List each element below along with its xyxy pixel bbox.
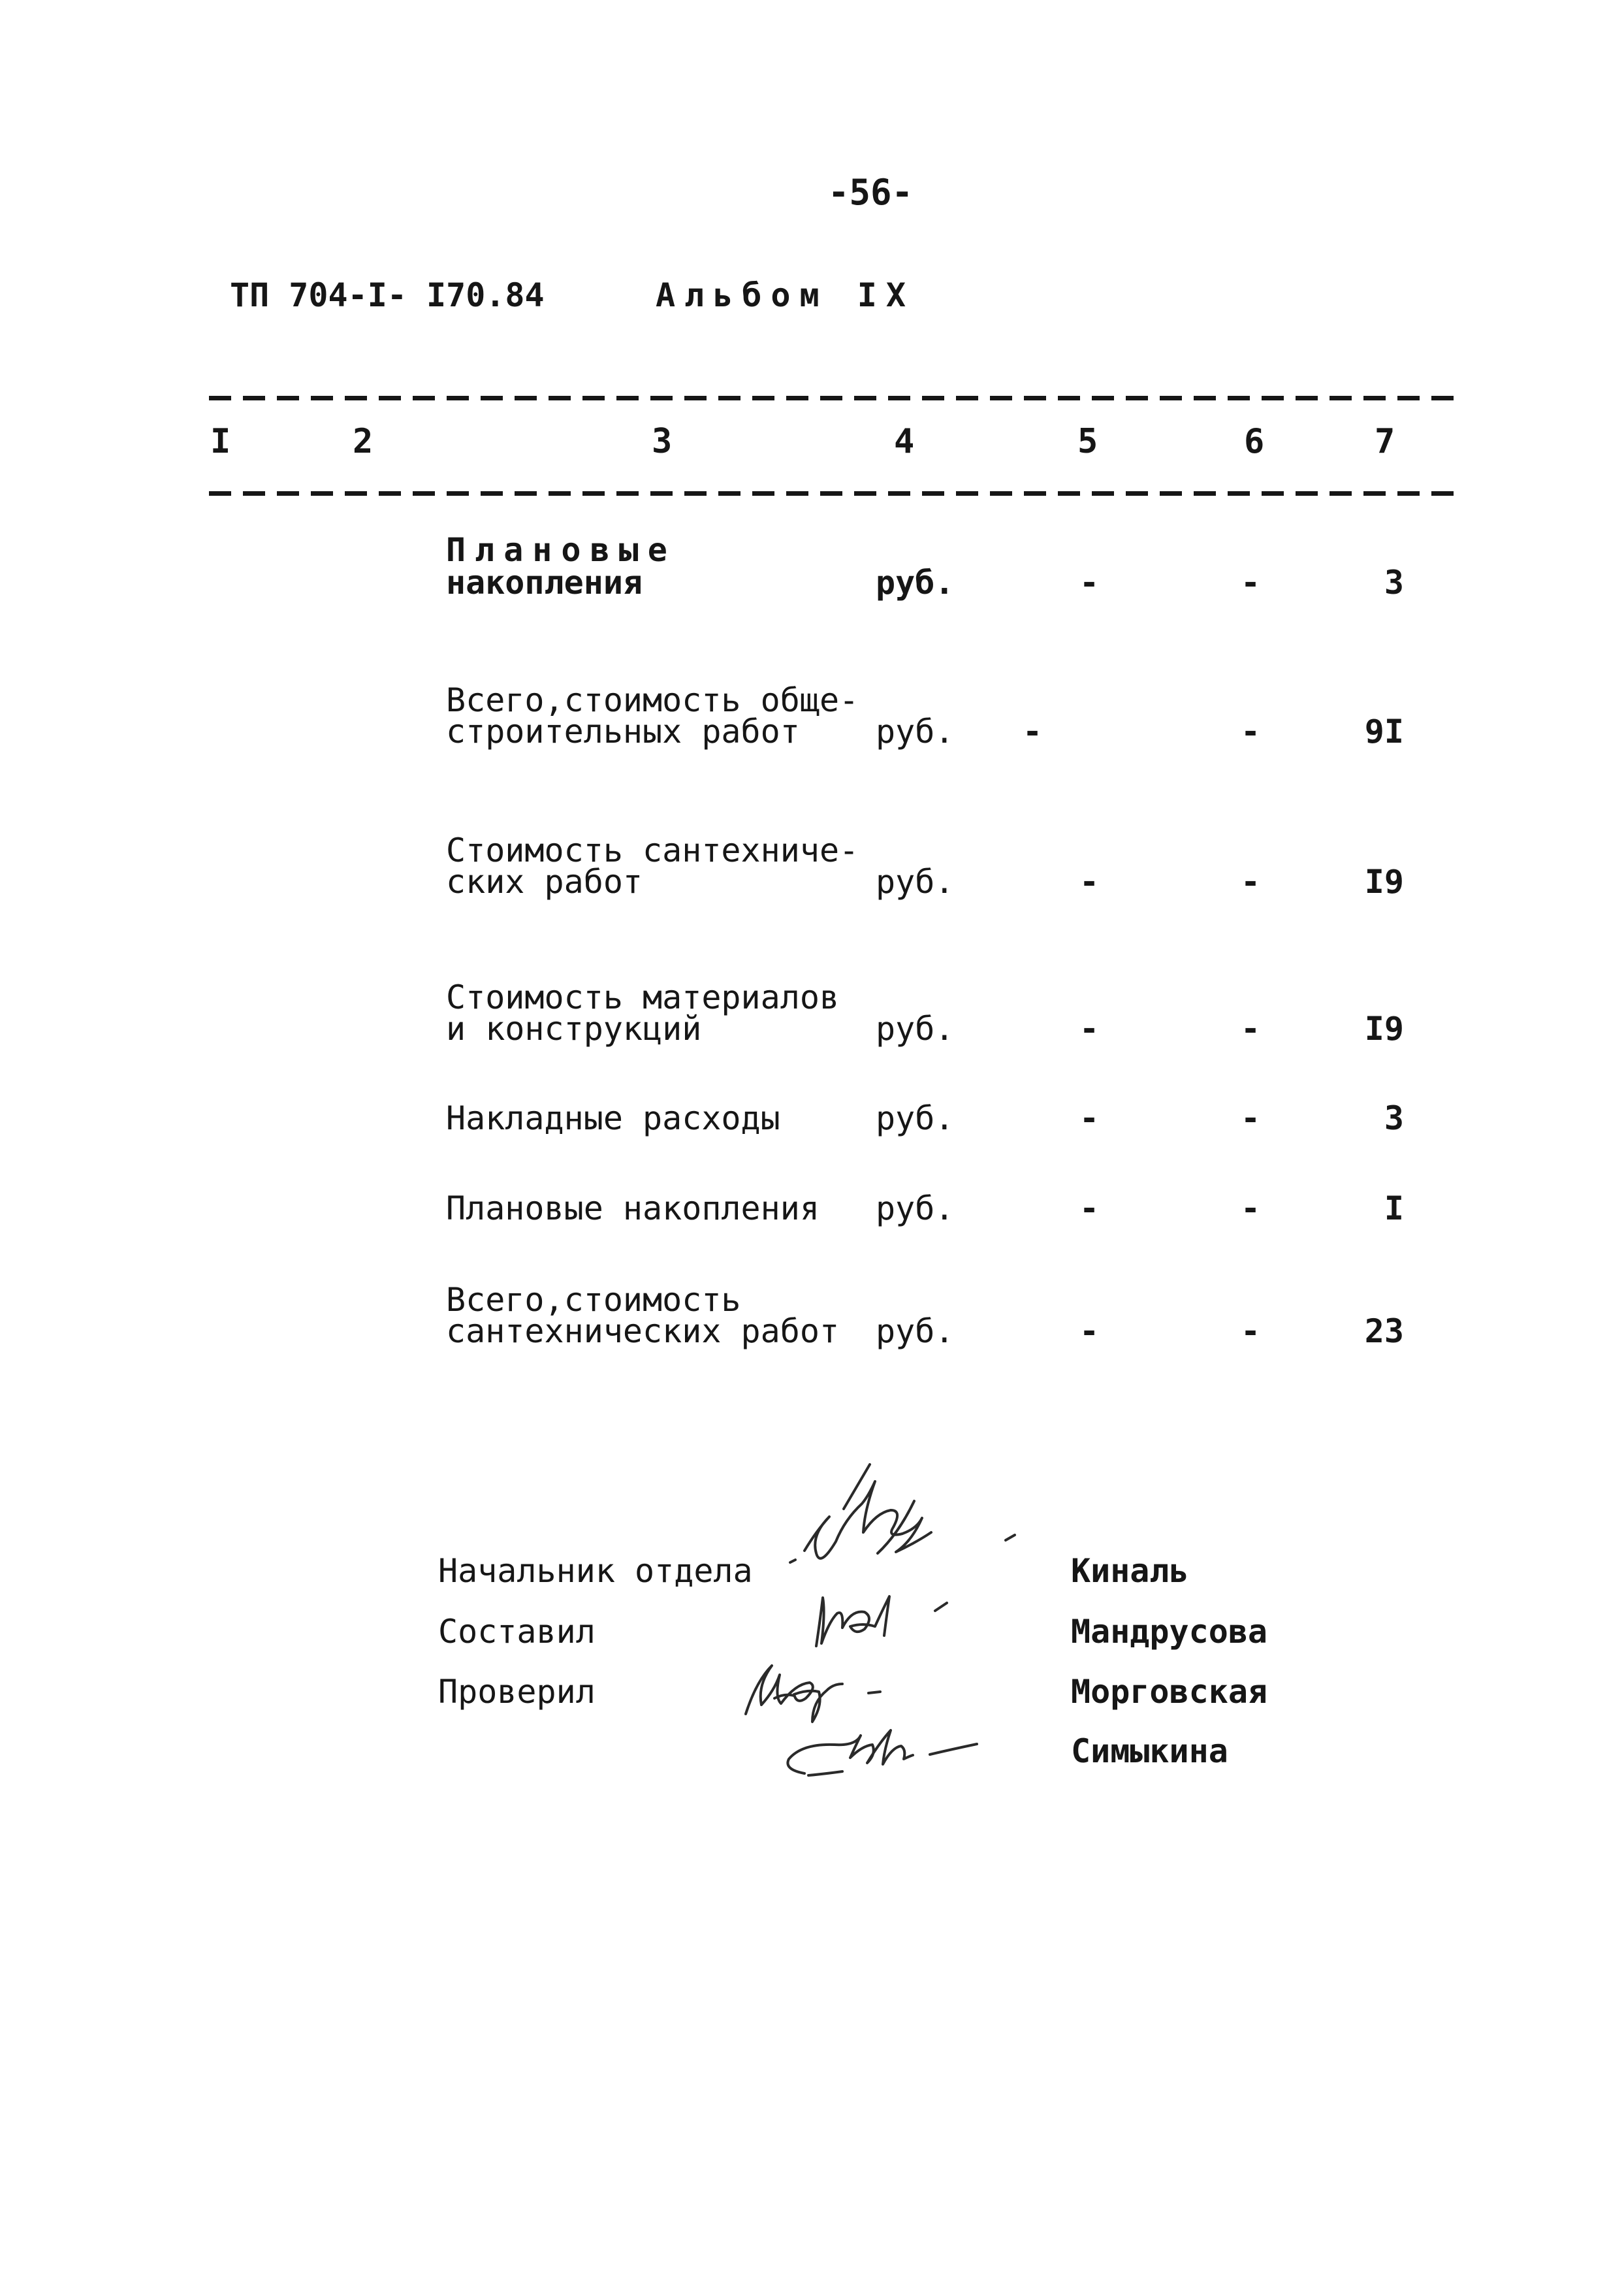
signature-stroke-2 — [816, 1596, 889, 1646]
column-header-2: 2 — [353, 422, 374, 461]
document-code: ТП 704-I- I70.84 — [230, 276, 545, 314]
row-2-col7: 9I — [1364, 713, 1404, 751]
signature-stroke-4b — [930, 1744, 977, 1754]
row-5-col5: - — [1079, 1099, 1100, 1137]
row-4-col7: I9 — [1364, 1010, 1404, 1048]
column-header-1: I — [210, 422, 231, 461]
row-3-desc-line-2: ских работ — [446, 863, 643, 901]
row-7-col6: - — [1241, 1312, 1261, 1350]
row-1-col6: - — [1241, 564, 1261, 602]
row-4-desc-line-2: и конструкций — [446, 1010, 702, 1048]
row-7-unit: руб. — [876, 1312, 955, 1350]
row-3-unit: руб. — [876, 863, 955, 901]
row-6-unit: руб. — [876, 1189, 955, 1227]
page-number: -56- — [828, 172, 914, 213]
signature-stroke-3 — [746, 1666, 842, 1722]
row-4-unit: руб. — [876, 1010, 955, 1048]
signature-role-2: Составил — [438, 1613, 596, 1651]
row-1-unit: руб. — [876, 564, 955, 602]
row-2-desc-line-1: Всего,стоимость обще- — [446, 681, 859, 719]
row-6-col6: - — [1241, 1189, 1261, 1227]
row-5-unit: руб. — [876, 1099, 955, 1137]
album-label: Альбом IX — [656, 276, 915, 314]
row-5-col6: - — [1241, 1099, 1261, 1137]
row-3-desc-line-1: Стоимость сантехниче- — [446, 832, 859, 869]
row-3-col7: I9 — [1364, 863, 1404, 901]
row-2-col5: - — [1023, 713, 1043, 751]
signature-name-1: Киналь — [1071, 1552, 1189, 1590]
row-1-desc-line-2: накопления — [446, 564, 643, 602]
row-7-col7: 23 — [1364, 1312, 1404, 1350]
row-6-col7: I — [1384, 1189, 1404, 1227]
row-7-col5: - — [1079, 1312, 1100, 1350]
row-4-col5: - — [1079, 1010, 1100, 1048]
row-4-col6: - — [1241, 1010, 1261, 1048]
column-header-7: 7 — [1375, 422, 1395, 461]
row-2-desc-line-2: строительных работ — [446, 713, 800, 751]
row-4-desc-line-1: Стоимость материалов — [446, 978, 840, 1016]
signature-name-2: Мандрусова — [1071, 1613, 1268, 1651]
row-6-col5: - — [1079, 1189, 1100, 1227]
signature-name-4: Симыкина — [1071, 1732, 1228, 1770]
signature-stroke-2b — [935, 1603, 947, 1611]
row-5-desc-line-1: Накладные расходы — [446, 1099, 780, 1137]
signature-role-1: Начальник отдела — [438, 1552, 753, 1590]
signature-role-3: Проверил — [438, 1673, 596, 1711]
row-7-desc-line-1: Всего,стоимость — [446, 1281, 741, 1319]
column-header-3: 3 — [652, 422, 673, 461]
signature-stroke-1 — [804, 1481, 931, 1559]
column-header-5: 5 — [1077, 422, 1098, 461]
row-1-col7: 3 — [1384, 564, 1404, 602]
signature-stroke-3b — [868, 1692, 880, 1693]
row-5-col7: 3 — [1384, 1099, 1404, 1137]
row-7-desc-line-2: сантехнических работ — [446, 1312, 840, 1350]
column-header-4: 4 — [894, 422, 915, 461]
signature-stroke-4 — [788, 1730, 913, 1775]
row-1-desc-line-1: Плановые — [446, 531, 677, 569]
row-3-col6: - — [1241, 863, 1261, 901]
row-1-col5: - — [1079, 564, 1100, 602]
signature-name-3: Морговская — [1071, 1673, 1268, 1711]
row-6-desc-line-1: Плановые накопления — [446, 1189, 820, 1227]
row-3-col5: - — [1079, 863, 1100, 901]
column-header-6: 6 — [1244, 422, 1265, 461]
row-2-unit: руб. — [876, 713, 955, 751]
row-2-col6: - — [1241, 713, 1261, 751]
